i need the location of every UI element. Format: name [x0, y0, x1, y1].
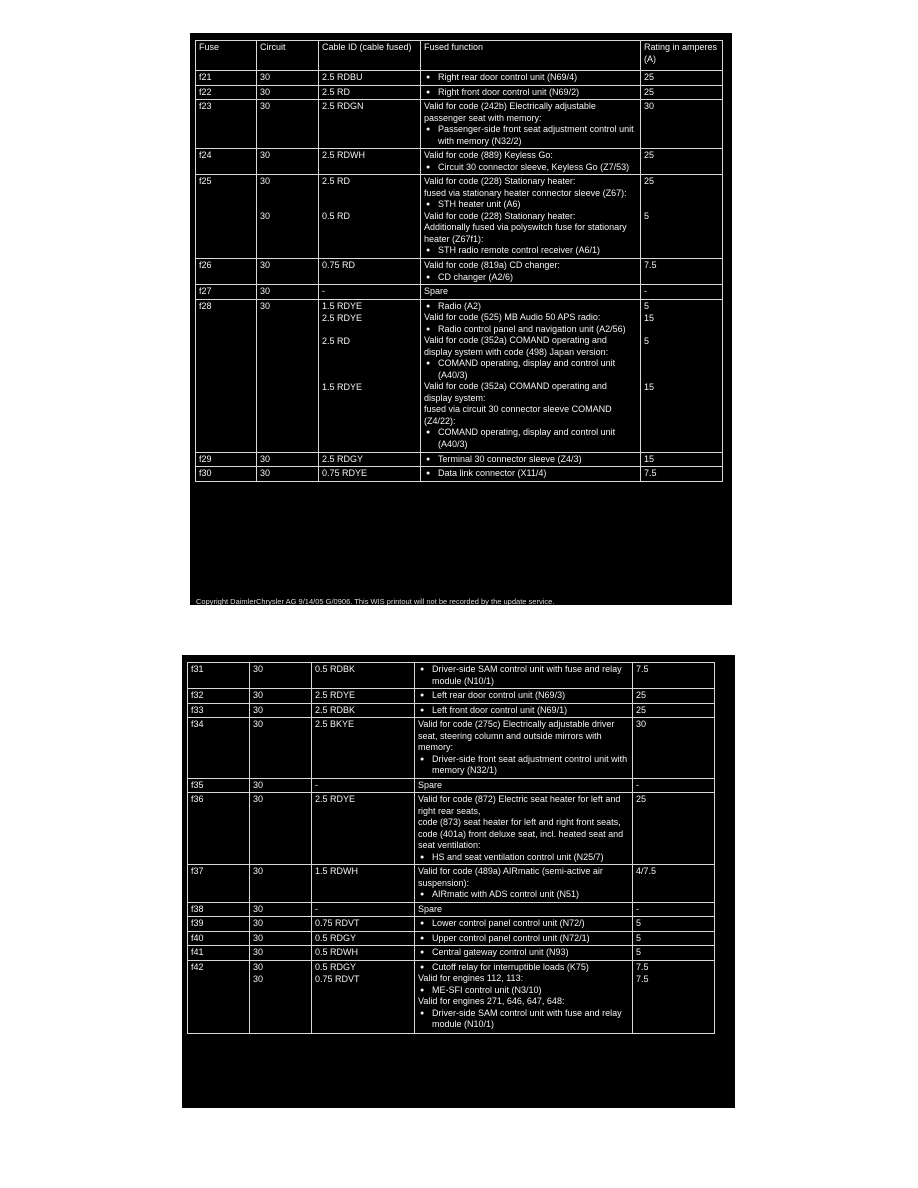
fused-function-cell	[421, 285, 641, 300]
circuit-value: 30	[260, 453, 271, 464]
cable-id-cell	[312, 917, 415, 932]
bullet-item: ● Passenger-side front seat adjustment control unit with memory (N32/2)	[424, 124, 637, 147]
bullet-item: ● Data link connector (X11/4)	[424, 468, 637, 480]
rating-value: -	[636, 903, 639, 914]
circuit-cell	[250, 931, 312, 946]
fused-function-cell	[421, 100, 641, 149]
circuit-value: 30	[260, 468, 271, 478]
table-row	[188, 703, 715, 718]
fused-function-cell	[415, 902, 633, 917]
rating-value: -	[644, 286, 647, 296]
table-row	[196, 71, 723, 86]
circuit-value: 30	[253, 932, 264, 943]
rating-value: 5	[644, 211, 650, 221]
rating-value: 15	[644, 453, 655, 464]
rating-cell	[641, 285, 723, 300]
circuit-value: 30	[260, 211, 271, 221]
circuit-value: 30	[253, 961, 264, 972]
function-block	[418, 918, 629, 930]
fuse-cell: f26	[196, 259, 257, 285]
circuit-cell	[250, 793, 312, 865]
cable-id-value: 1.5 RDYE	[322, 300, 363, 311]
rating-value: 7.5	[636, 664, 649, 674]
rating-cell	[633, 703, 715, 718]
cable-id-cell	[319, 100, 421, 149]
function-block	[424, 72, 637, 84]
rating-cell	[633, 946, 715, 961]
circuit-cell	[257, 299, 319, 452]
fused-function-cell	[415, 946, 633, 961]
bullet-item: ● Radio control panel and navigation unit (A2/56)	[424, 324, 637, 336]
fuse-cell: f24	[196, 149, 257, 175]
cable-id-value: 2.5 RDWH	[322, 150, 366, 160]
circuit-value: 30	[253, 918, 264, 928]
table-row	[196, 452, 723, 467]
bullet-item: ● Central gateway control unit (N93)	[418, 947, 629, 959]
circuit-cell	[250, 703, 312, 718]
circuit-cell	[250, 902, 312, 917]
function-text: Valid for code (525) MB Audio 50 APS radio:	[424, 312, 601, 322]
table-row	[196, 467, 723, 482]
header-fuse: Fuse	[196, 41, 257, 71]
fuse-cell: f41	[188, 946, 250, 961]
circuit-cell	[257, 175, 319, 259]
cable-id-value: 0.5 RDGY	[315, 961, 357, 972]
function-text: code (401a) front deluxe seat, incl. heated seat and seat ventilation:	[418, 828, 624, 850]
fused-function-cell	[415, 865, 633, 903]
fuse-cell: f37	[188, 865, 250, 903]
circuit-cell	[250, 946, 312, 961]
cable-id-value: 0.75 RDVT	[315, 973, 360, 984]
function-text: Valid for code (242b) Electrically adjustable passenger seat with memory:	[424, 101, 596, 123]
rating-value: 7.5	[644, 468, 657, 478]
circuit-value: 30	[253, 794, 264, 804]
table-row	[188, 865, 715, 903]
circuit-cell	[250, 663, 312, 689]
rating-value: 7.5	[644, 260, 657, 270]
fused-function-cell	[421, 71, 641, 86]
circuit-cell	[257, 467, 319, 482]
rating-value: 25	[636, 704, 647, 715]
function-text: Valid for code (489a) AIRmatic (semi-active air suspension):	[418, 866, 603, 888]
fuse-cell: f39	[188, 917, 250, 932]
cable-id-cell	[312, 718, 415, 779]
rating-value: 25	[644, 176, 655, 186]
table-row	[188, 718, 715, 779]
table-row	[196, 175, 723, 259]
function-text: Valid for code (275c) Electrically adjustable driver seat, steering column and outside mirrors with memory:	[418, 719, 615, 752]
cable-id-cell	[319, 285, 421, 300]
rating-value: 5	[644, 335, 650, 346]
bullet-item: ● Driver-side front seat adjustment control unit with memory (N32/1)	[418, 754, 629, 777]
fused-function-cell	[415, 960, 633, 1033]
cable-id-cell	[312, 793, 415, 865]
circuit-cell	[250, 718, 312, 779]
rating-value: 30	[636, 719, 647, 729]
rating-value: 15	[644, 381, 655, 392]
fuse-cell: f40	[188, 931, 250, 946]
cable-id-cell	[312, 960, 415, 1033]
function-text: Spare	[424, 286, 449, 296]
fused-function-cell	[421, 85, 641, 100]
table-row	[188, 960, 715, 1033]
cable-id-cell	[312, 703, 415, 718]
bullet-item: ● Right rear door control unit (N69/4)	[424, 72, 637, 84]
circuit-value: 30	[260, 300, 271, 311]
fuse-cell: f23	[196, 100, 257, 149]
function-text: Valid for code (352a) COMAND operating and display system with code (498) Japan version:	[424, 335, 609, 357]
function-block	[424, 301, 637, 313]
function-block	[418, 690, 629, 702]
fuse-cell: f29	[196, 452, 257, 467]
circuit-value: 30	[253, 664, 264, 674]
bullet-item: ● Radio (A2)	[424, 301, 637, 313]
bullet-item: ● Left rear door control unit (N69/3)	[418, 690, 629, 702]
fuse-cell: f31	[188, 663, 250, 689]
cable-id-value: 0.5 RDGY	[315, 932, 357, 943]
cable-id-value: 2.5 RDYE	[315, 794, 356, 804]
table-row	[188, 778, 715, 793]
rating-cell	[641, 299, 723, 452]
function-block	[424, 335, 637, 381]
cable-id-value: 0.5 RD	[322, 211, 351, 221]
function-block	[418, 947, 629, 959]
cable-id-value: 2.5 RD	[322, 176, 351, 186]
circuit-cell	[250, 689, 312, 704]
circuit-value: 30	[260, 101, 271, 111]
bullet-item: ● HS and seat ventilation control unit (N25/7)	[418, 852, 629, 864]
cable-id-cell	[312, 778, 415, 793]
circuit-value: 30	[260, 72, 271, 82]
circuit-value: 30	[253, 973, 264, 984]
table-row	[188, 946, 715, 961]
rating-value: 25	[636, 690, 647, 700]
rating-cell	[641, 85, 723, 100]
cable-id-value: 0.5 RDWH	[315, 947, 359, 957]
cable-id-value: 2.5 RDGY	[322, 453, 364, 464]
rating-cell	[633, 902, 715, 917]
fuse-cell: f34	[188, 718, 250, 779]
table-row	[196, 259, 723, 285]
rating-cell	[633, 931, 715, 946]
fused-function-cell	[415, 663, 633, 689]
function-block	[424, 381, 637, 450]
circuit-value: 30	[253, 903, 264, 914]
cable-id-cell	[319, 175, 421, 259]
bullet-item: ● Right front door control unit (N69/2)	[424, 87, 637, 99]
rating-cell	[641, 175, 723, 259]
function-block	[418, 933, 629, 945]
circuit-value: 30	[260, 176, 271, 186]
bullet-item: ● COMAND operating, display and control unit (A40/3)	[424, 358, 637, 381]
function-text: fused via stationary heater connector sleeve (Z67):	[424, 187, 627, 198]
cable-id-cell	[312, 865, 415, 903]
fuse-cell: f38	[188, 902, 250, 917]
circuit-value	[260, 382, 315, 451]
circuit-value: 30	[260, 86, 271, 97]
function-text: Valid for code (872) Electric seat heater for left and right rear seats,	[418, 794, 621, 816]
function-text: Valid for code (228) Stationary heater:	[424, 210, 576, 221]
circuit-cell	[257, 100, 319, 149]
bullet-item: ● STH radio remote control receiver (A6/1)	[424, 245, 637, 257]
rating-cell	[633, 778, 715, 793]
fuse-cell: f42	[188, 960, 250, 1033]
fused-function-cell	[421, 259, 641, 285]
cable-id-value: 2.5 RD	[322, 335, 351, 346]
header-fused-function: Fused function	[421, 41, 641, 71]
function-text: Valid for code (228) Stationary heater:	[424, 176, 576, 186]
circuit-value: 30	[253, 704, 264, 715]
cable-id-value: 0.5 RDBK	[315, 664, 356, 674]
bullet-item: ● STH heater unit (A6)	[424, 199, 637, 211]
function-block	[418, 973, 629, 1031]
function-block	[424, 286, 637, 298]
rating-cell	[633, 663, 715, 689]
rating-value: 30	[644, 101, 655, 111]
cable-id-value: -	[315, 779, 318, 790]
fused-function-cell	[421, 149, 641, 175]
rating-value: 25	[644, 150, 655, 160]
rating-value: 25	[636, 794, 647, 804]
table-row	[188, 902, 715, 917]
cable-id-cell	[312, 946, 415, 961]
function-text: Valid for engines 112, 113:	[418, 973, 524, 983]
function-block	[424, 101, 637, 147]
circuit-cell	[250, 960, 312, 1033]
cable-id-cell	[319, 299, 421, 452]
table-header-row	[196, 41, 723, 71]
fuse-cell: f27	[196, 285, 257, 300]
fuse-cell: f36	[188, 793, 250, 865]
function-block	[424, 87, 637, 99]
header-circuit: Circuit	[257, 41, 319, 71]
cable-id-cell	[319, 452, 421, 467]
rating-value: 7.5	[636, 961, 649, 972]
cable-id-cell	[312, 902, 415, 917]
function-text: Valid for code (819a) CD changer:	[424, 260, 560, 270]
circuit-value: 30	[260, 286, 271, 296]
function-block	[418, 962, 629, 974]
bullet-item: ● AIRmatic with ADS control unit (N51)	[418, 889, 629, 901]
cable-id-value: 2.5 RDYE	[322, 312, 363, 323]
circuit-value	[260, 336, 315, 382]
table-row	[188, 663, 715, 689]
rating-value: 7.5	[636, 973, 649, 984]
cable-id-value: 1.5 RDWH	[315, 866, 359, 876]
fused-function-cell	[415, 689, 633, 704]
bullet-item: ● Circuit 30 connector sleeve, Keyless Go (Z7/53)	[424, 162, 637, 174]
fused-function-cell	[421, 299, 641, 452]
rating-value: 5	[636, 947, 642, 957]
bullet-item: ● Lower control panel control unit (N72/)	[418, 918, 629, 930]
table-row	[196, 85, 723, 100]
rating-cell	[633, 689, 715, 704]
function-block	[418, 904, 629, 916]
fuse-table-panel-1	[190, 33, 732, 605]
cable-id-value: 2.5 RDBU	[322, 72, 363, 82]
bullet-item: ● Upper control panel control unit (N72/1)	[418, 933, 629, 945]
function-block	[424, 176, 637, 211]
cable-id-value: 0.75 RDVT	[315, 918, 360, 928]
function-block	[418, 780, 629, 792]
function-block	[424, 211, 637, 257]
fuse-cell: f33	[188, 703, 250, 718]
rating-cell	[641, 149, 723, 175]
cable-id-value: 2.5 RD	[322, 86, 351, 97]
fused-function-cell	[415, 793, 633, 865]
cable-id-cell	[312, 663, 415, 689]
function-text: Additionally fused via polyswitch fuse for stationary heater (Z67f1):	[424, 222, 627, 244]
function-block	[424, 454, 637, 466]
bullet-item: ● Cutoff relay for interruptible loads (K75)	[418, 962, 629, 974]
rating-cell	[641, 259, 723, 285]
rating-cell	[641, 100, 723, 149]
function-block	[424, 312, 637, 335]
function-block	[418, 794, 629, 863]
circuit-cell	[257, 452, 319, 467]
fuse-cell: f25	[196, 175, 257, 259]
bullet-item: ● Left front door control unit (N69/1)	[418, 705, 629, 717]
rating-value: 5	[644, 300, 650, 311]
circuit-value	[260, 313, 315, 336]
fuse-cell: f22	[196, 85, 257, 100]
function-block	[418, 719, 629, 777]
table-row	[188, 917, 715, 932]
cable-id-value: 0.75 RD	[322, 260, 356, 270]
rating-cell	[633, 917, 715, 932]
cable-id-value: 2.5 RDYE	[315, 690, 356, 700]
rating-cell	[641, 71, 723, 86]
function-text: Valid for engines 271, 646, 647, 648:	[418, 996, 565, 1006]
function-text: Spare	[418, 779, 443, 790]
function-block	[418, 866, 629, 901]
table-row	[196, 100, 723, 149]
fused-function-cell	[415, 917, 633, 932]
function-block	[424, 150, 637, 173]
table-row	[188, 689, 715, 704]
fused-function-cell	[415, 703, 633, 718]
rating-cell	[633, 960, 715, 1033]
cable-id-value: 1.5 RDYE	[322, 381, 363, 392]
header-cable-id: Cable ID (cable fused)	[319, 41, 421, 71]
circuit-cell	[257, 85, 319, 100]
circuit-cell	[257, 285, 319, 300]
circuit-cell	[257, 259, 319, 285]
circuit-value: 30	[253, 690, 264, 700]
bullet-item: ● Driver-side SAM control unit with fuse and relay module (N10/1)	[418, 1008, 629, 1031]
cable-id-cell	[312, 689, 415, 704]
bullet-item: ● CD changer (A2/6)	[424, 272, 637, 284]
fuse-cell: f32	[188, 689, 250, 704]
cable-id-cell	[319, 149, 421, 175]
fuse-table-panel-2	[182, 655, 735, 1108]
fused-function-cell	[415, 931, 633, 946]
circuit-cell	[250, 865, 312, 903]
function-text: Valid for code (889) Keyless Go:	[424, 150, 553, 160]
rating-value: 5	[636, 918, 642, 928]
cable-id-cell	[319, 85, 421, 100]
function-block	[424, 260, 637, 283]
fused-function-cell	[421, 467, 641, 482]
fused-function-cell	[415, 718, 633, 779]
fused-function-cell	[415, 778, 633, 793]
circuit-value: 30	[260, 260, 271, 270]
fuse-table-2	[187, 662, 715, 1034]
circuit-cell	[257, 149, 319, 175]
function-block	[418, 705, 629, 717]
circuit-value: 30	[253, 866, 264, 876]
table-row	[188, 793, 715, 865]
circuit-cell	[257, 71, 319, 86]
fused-function-cell	[421, 175, 641, 259]
cable-id-cell	[319, 259, 421, 285]
table-row	[188, 931, 715, 946]
bullet-item: ● Terminal 30 connector sleeve (Z4/3)	[424, 454, 637, 466]
circuit-value: 30	[253, 719, 264, 729]
fuse-cell: f30	[196, 467, 257, 482]
rating-cell	[633, 718, 715, 779]
cable-id-value: -	[322, 286, 325, 296]
rating-value: 25	[644, 72, 655, 82]
rating-value: 4/7.5	[636, 866, 657, 876]
rating-value: 15	[644, 312, 655, 323]
circuit-value: 30	[253, 947, 264, 957]
circuit-value: 30	[260, 150, 271, 160]
function-text: code (873) seat heater for left and right front seats,	[418, 817, 621, 827]
circuit-value: 30	[253, 779, 264, 790]
cable-id-cell	[319, 467, 421, 482]
fuse-cell: f35	[188, 778, 250, 793]
function-text: Valid for code (352a) COMAND operating and display system:	[424, 381, 607, 403]
cable-id-value: 2.5 RDBK	[315, 704, 356, 715]
function-text: Spare	[418, 903, 443, 914]
cable-id-value: -	[315, 903, 318, 914]
function-block	[424, 468, 637, 480]
rating-value: 5	[636, 932, 642, 943]
fuse-table-1	[195, 40, 723, 482]
cable-id-value: 2.5 RDGN	[322, 101, 364, 111]
circuit-cell	[250, 778, 312, 793]
bullet-item: ● COMAND operating, display and control unit (A40/3)	[424, 427, 637, 450]
circuit-cell	[250, 917, 312, 932]
table-row	[196, 299, 723, 452]
bullet-item: ● Driver-side SAM control unit with fuse and relay module (N10/1)	[418, 664, 629, 687]
cable-id-value: 2.5 BKYE	[315, 719, 355, 729]
cable-id-cell	[319, 71, 421, 86]
function-block	[418, 664, 629, 687]
cable-id-value: 0.75 RDYE	[322, 468, 368, 478]
table-row	[196, 285, 723, 300]
rating-value: 25	[644, 86, 655, 97]
function-text: fused via circuit 30 connector sleeve COMAND (Z4/22):	[424, 404, 612, 426]
copyright-notice: Copyright DaimlerChrysler AG 9/14/05 G/0906. This WIS printout will not be recorded by the update service.	[196, 597, 555, 606]
fused-function-cell	[421, 452, 641, 467]
fuse-cell: f21	[196, 71, 257, 86]
header-rating: Rating in amperes (A)	[641, 41, 723, 71]
rating-cell	[641, 452, 723, 467]
rating-cell	[633, 793, 715, 865]
cable-id-cell	[312, 931, 415, 946]
table-row	[196, 149, 723, 175]
fuse-cell: f28	[196, 299, 257, 452]
rating-value: -	[636, 779, 639, 790]
bullet-item: ● ME-SFI control unit (N3/10)	[418, 985, 629, 997]
rating-cell	[633, 865, 715, 903]
rating-cell	[641, 467, 723, 482]
